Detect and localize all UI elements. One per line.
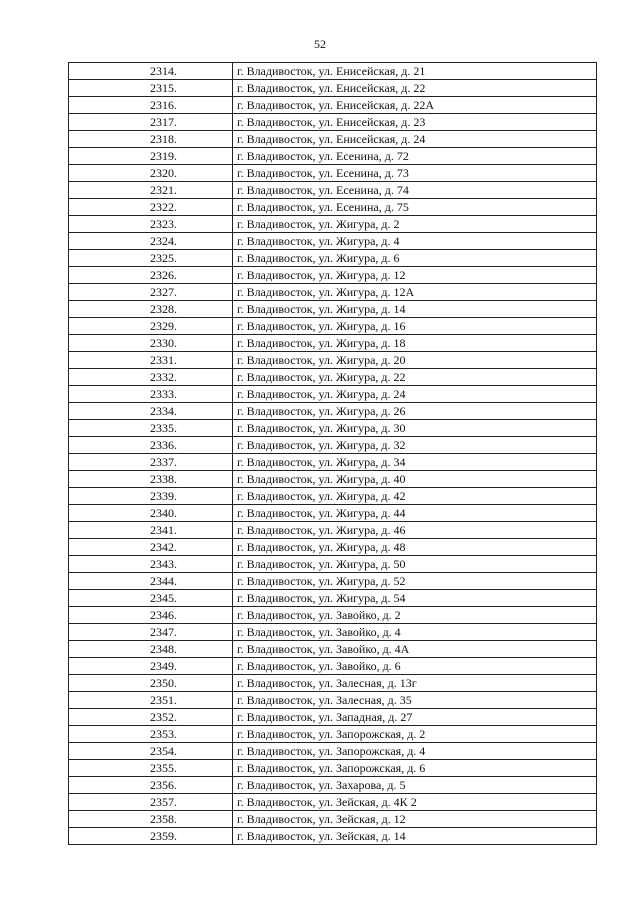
table-row bbox=[69, 522, 597, 539]
table-row bbox=[69, 709, 597, 726]
row-number: 2359. bbox=[69, 828, 233, 845]
table-row bbox=[69, 182, 597, 199]
row-address: г. Владивосток, ул. Жигура, д. 40 bbox=[233, 471, 597, 488]
table-row bbox=[69, 403, 597, 420]
table-row bbox=[69, 505, 597, 522]
row-address: г. Владивосток, ул. Зейская, д. 12 bbox=[233, 811, 597, 828]
table-row bbox=[69, 573, 597, 590]
table-row bbox=[69, 199, 597, 216]
table-row bbox=[69, 335, 597, 352]
table-row bbox=[69, 301, 597, 318]
row-number: 2315. bbox=[69, 80, 233, 97]
row-address: г. Владивосток, ул. Жигура, д. 20 bbox=[233, 352, 597, 369]
row-address: г. Владивосток, ул. Жигура, д. 2 bbox=[233, 216, 597, 233]
table-row bbox=[69, 148, 597, 165]
row-number: 2325. bbox=[69, 250, 233, 267]
row-address: г. Владивосток, ул. Жигура, д. 12 bbox=[233, 267, 597, 284]
row-number: 2349. bbox=[69, 658, 233, 675]
row-number: 2340. bbox=[69, 505, 233, 522]
row-address: г. Владивосток, ул. Залесная, д. 13г bbox=[233, 675, 597, 692]
table-row bbox=[69, 811, 597, 828]
row-address: г. Владивосток, ул. Жигура, д. 24 bbox=[233, 386, 597, 403]
row-number: 2326. bbox=[69, 267, 233, 284]
row-number: 2323. bbox=[69, 216, 233, 233]
row-number: 2352. bbox=[69, 709, 233, 726]
row-number: 2356. bbox=[69, 777, 233, 794]
table-row bbox=[69, 250, 597, 267]
table-row bbox=[69, 318, 597, 335]
row-address: г. Владивосток, ул. Есенина, д. 74 bbox=[233, 182, 597, 199]
row-address: г. Владивосток, ул. Жигура, д. 6 bbox=[233, 250, 597, 267]
row-number: 2342. bbox=[69, 539, 233, 556]
table-row bbox=[69, 165, 597, 182]
table-row bbox=[69, 828, 597, 845]
row-address: г. Владивосток, ул. Жигура, д. 30 bbox=[233, 420, 597, 437]
row-number: 2355. bbox=[69, 760, 233, 777]
table-row bbox=[69, 471, 597, 488]
table-row bbox=[69, 386, 597, 403]
row-address: г. Владивосток, ул. Западная, д. 27 bbox=[233, 709, 597, 726]
row-address: г. Владивосток, ул. Енисейская, д. 23 bbox=[233, 114, 597, 131]
row-address: г. Владивосток, ул. Жигура, д. 22 bbox=[233, 369, 597, 386]
row-address: г. Владивосток, ул. Жигура, д. 18 bbox=[233, 335, 597, 352]
row-number: 2348. bbox=[69, 641, 233, 658]
table-row bbox=[69, 420, 597, 437]
row-number: 2343. bbox=[69, 556, 233, 573]
table-row bbox=[69, 233, 597, 250]
row-address: г. Владивосток, ул. Жигура, д. 32 bbox=[233, 437, 597, 454]
row-number: 2347. bbox=[69, 624, 233, 641]
row-address: г. Владивосток, ул. Жигура, д. 42 bbox=[233, 488, 597, 505]
row-address: г. Владивосток, ул. Есенина, д. 75 bbox=[233, 199, 597, 216]
table-row bbox=[69, 743, 597, 760]
row-address: г. Владивосток, ул. Енисейская, д. 21 bbox=[233, 63, 597, 80]
table-row bbox=[69, 760, 597, 777]
row-number: 2339. bbox=[69, 488, 233, 505]
row-number: 2329. bbox=[69, 318, 233, 335]
table-row bbox=[69, 267, 597, 284]
table-row bbox=[69, 131, 597, 148]
table-row bbox=[69, 675, 597, 692]
address-table-body bbox=[69, 63, 597, 845]
table-row bbox=[69, 454, 597, 471]
row-address: г. Владивосток, ул. Запорожская, д. 6 bbox=[233, 760, 597, 777]
row-address: г. Владивосток, ул. Жигура, д. 46 bbox=[233, 522, 597, 539]
table-row bbox=[69, 97, 597, 114]
row-address: г. Владивосток, ул. Енисейская, д. 24 bbox=[233, 131, 597, 148]
row-address: г. Владивосток, ул. Зейская, д. 4К 2 bbox=[233, 794, 597, 811]
row-address: г. Владивосток, ул. Енисейская, д. 22 bbox=[233, 80, 597, 97]
row-address: г. Владивосток, ул. Енисейская, д. 22А bbox=[233, 97, 597, 114]
row-number: 2328. bbox=[69, 301, 233, 318]
row-number: 2322. bbox=[69, 199, 233, 216]
row-address: г. Владивосток, ул. Жигура, д. 52 bbox=[233, 573, 597, 590]
table-row bbox=[69, 63, 597, 80]
row-address: г. Владивосток, ул. Жигура, д. 54 bbox=[233, 590, 597, 607]
row-address: г. Владивосток, ул. Залесная, д. 35 bbox=[233, 692, 597, 709]
table-row bbox=[69, 556, 597, 573]
row-address: г. Владивосток, ул. Завойко, д. 4А bbox=[233, 641, 597, 658]
row-address: г. Владивосток, ул. Зейская, д. 14 bbox=[233, 828, 597, 845]
row-number: 2334. bbox=[69, 403, 233, 420]
row-address: г. Владивосток, ул. Жигура, д. 12А bbox=[233, 284, 597, 301]
row-address: г. Владивосток, ул. Жигура, д. 16 bbox=[233, 318, 597, 335]
row-address: г. Владивосток, ул. Есенина, д. 73 bbox=[233, 165, 597, 182]
row-number: 2341. bbox=[69, 522, 233, 539]
address-table bbox=[68, 62, 597, 845]
row-address: г. Владивосток, ул. Жигура, д. 50 bbox=[233, 556, 597, 573]
row-number: 2331. bbox=[69, 352, 233, 369]
table-row bbox=[69, 114, 597, 131]
row-number: 2321. bbox=[69, 182, 233, 199]
row-number: 2333. bbox=[69, 386, 233, 403]
row-number: 2354. bbox=[69, 743, 233, 760]
table-row bbox=[69, 794, 597, 811]
row-number: 2353. bbox=[69, 726, 233, 743]
row-number: 2320. bbox=[69, 165, 233, 182]
table-row bbox=[69, 624, 597, 641]
row-address: г. Владивосток, ул. Жигура, д. 48 bbox=[233, 539, 597, 556]
row-number: 2357. bbox=[69, 794, 233, 811]
row-number: 2330. bbox=[69, 335, 233, 352]
row-number: 2314. bbox=[69, 63, 233, 80]
row-address: г. Владивосток, ул. Запорожская, д. 2 bbox=[233, 726, 597, 743]
row-number: 2345. bbox=[69, 590, 233, 607]
row-number: 2344. bbox=[69, 573, 233, 590]
table-row bbox=[69, 216, 597, 233]
table-row bbox=[69, 284, 597, 301]
table-row bbox=[69, 658, 597, 675]
table-row bbox=[69, 607, 597, 624]
row-address: г. Владивосток, ул. Жигура, д. 4 bbox=[233, 233, 597, 250]
row-number: 2351. bbox=[69, 692, 233, 709]
row-number: 2327. bbox=[69, 284, 233, 301]
row-address: г. Владивосток, ул. Есенина, д. 72 bbox=[233, 148, 597, 165]
row-number: 2324. bbox=[69, 233, 233, 250]
row-number: 2332. bbox=[69, 369, 233, 386]
row-address: г. Владивосток, ул. Запорожская, д. 4 bbox=[233, 743, 597, 760]
page-number: 52 bbox=[314, 37, 326, 51]
row-number: 2337. bbox=[69, 454, 233, 471]
row-address: г. Владивосток, ул. Жигура, д. 34 bbox=[233, 454, 597, 471]
table-row bbox=[69, 80, 597, 97]
table-row bbox=[69, 539, 597, 556]
row-address: г. Владивосток, ул. Завойко, д. 4 bbox=[233, 624, 597, 641]
table-row bbox=[69, 488, 597, 505]
row-address: г. Владивосток, ул. Жигура, д. 14 bbox=[233, 301, 597, 318]
row-address: г. Владивосток, ул. Завойко, д. 6 bbox=[233, 658, 597, 675]
row-address: г. Владивосток, ул. Жигура, д. 44 bbox=[233, 505, 597, 522]
table-row bbox=[69, 437, 597, 454]
table-row bbox=[69, 369, 597, 386]
row-number: 2316. bbox=[69, 97, 233, 114]
row-number: 2338. bbox=[69, 471, 233, 488]
row-number: 2335. bbox=[69, 420, 233, 437]
table-row bbox=[69, 692, 597, 709]
table-row bbox=[69, 352, 597, 369]
row-number: 2350. bbox=[69, 675, 233, 692]
row-number: 2336. bbox=[69, 437, 233, 454]
table-row bbox=[69, 590, 597, 607]
row-address: г. Владивосток, ул. Завойко, д. 2 bbox=[233, 607, 597, 624]
row-number: 2317. bbox=[69, 114, 233, 131]
table-row bbox=[69, 641, 597, 658]
row-number: 2318. bbox=[69, 131, 233, 148]
row-address: г. Владивосток, ул. Захарова, д. 5 bbox=[233, 777, 597, 794]
table-row bbox=[69, 726, 597, 743]
row-address: г. Владивосток, ул. Жигура, д. 26 bbox=[233, 403, 597, 420]
row-number: 2358. bbox=[69, 811, 233, 828]
table-row bbox=[69, 777, 597, 794]
row-number: 2346. bbox=[69, 607, 233, 624]
row-number: 2319. bbox=[69, 148, 233, 165]
